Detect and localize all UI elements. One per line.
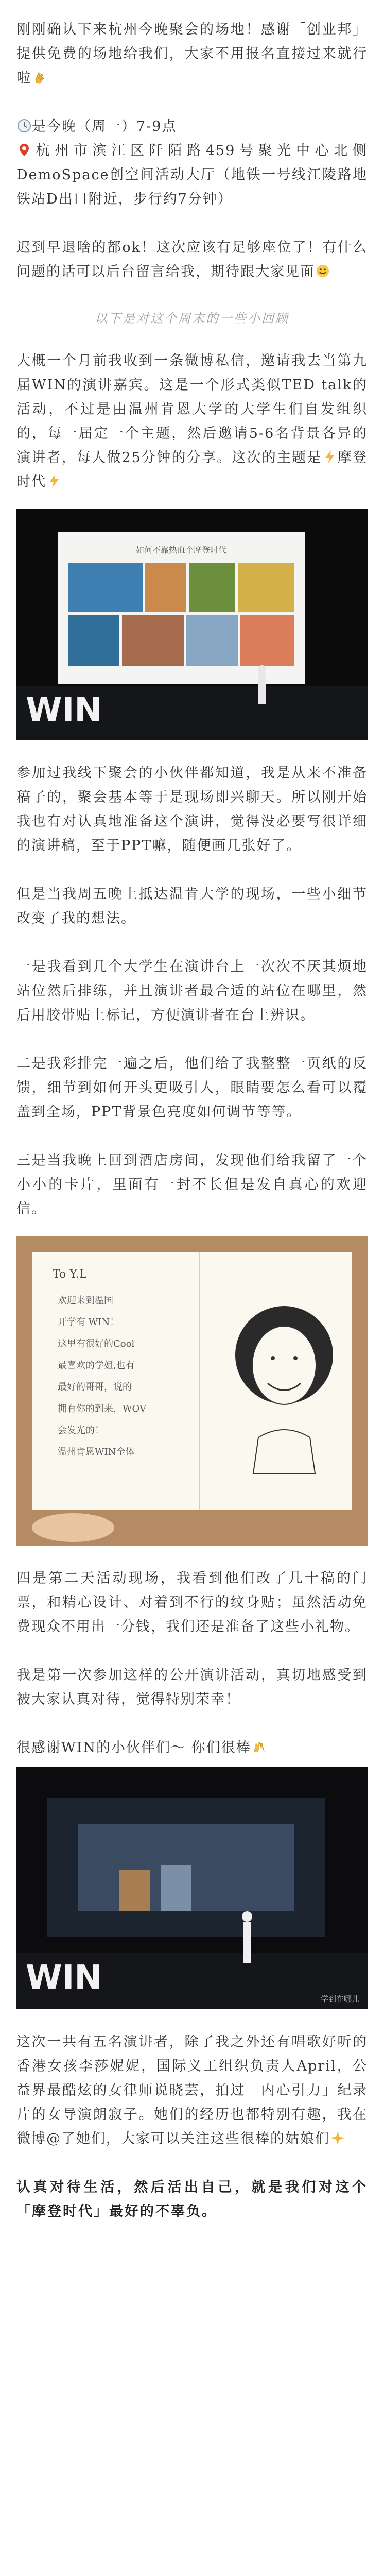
story-paragraph-1: [16, 349, 368, 494]
event-location: 杭州市滨江区阡陌路459号聚光中心北侧DemoSpace创空间活动大厅（地铁一号线江陵路地铁站D出口附近，步行约7分钟）: [16, 143, 368, 207]
sparkle-icon: [330, 2129, 345, 2145]
story-text-6: 三是当我晚上回到酒店房间，发现他们给我留了一个小小的卡片，里面有一封不长但是发自真心的欢迎信。: [16, 1153, 368, 1217]
stage-logo-2: WIN: [26, 1959, 102, 1997]
story-text-7: 四是第二天活动现场，我看到他们改了几十稿的门票，和精心设计、对着到不行的纹身贴；虽然活动免费现众不用出一分钱，我们还是准备了这些小礼物。: [16, 1570, 368, 1635]
story-text-5: 二是我彩排完一遍之后，他们给了我整整一页纸的反馈，细节到如何开头更吸引人，眼睛要怎么看可以覆盖到全场，PPT背景色亮度如何调节等等。: [16, 1056, 368, 1120]
invite-paragraph: [16, 235, 368, 284]
smile-icon: [315, 262, 330, 278]
closing-text: 认真对待生活，然后活出自己，就是我们对这个「摩登时代」最好的不辜负。: [16, 2179, 368, 2219]
story-paragraph-5: [16, 1052, 368, 1124]
card-line: 这里有很好的Cool: [58, 1338, 135, 1349]
raised-hands-icon: [251, 1738, 267, 1754]
lightning-icon: [322, 448, 338, 464]
slide-title: 如何不靠热血个摩登时代: [135, 545, 227, 555]
stage-photo: [16, 509, 368, 740]
clap-hands-icon: [31, 69, 47, 84]
story-text-4: 一是我看到几个大学生在演讲台上一次次不厌其烦地站位然后排练，并且演讲者最合适的站位在哪里，然后用胶带贴上标记，方便演讲者在台上辨识。: [16, 959, 368, 1023]
theme-name: 摩登时代: [16, 450, 368, 490]
story-text-10: 这次一共有五名演讲者，除了我之外还有唱歌好听的香港女孩李莎妮妮，国际义工组织负责人April，公益界最酷炫的女律师说晓芸，拍过「内心引力」纪录片的女导演朗寂子。她们的经历也都特别有趣，我在微博@了她们，大家可以关注这些很棒的姑娘们: [16, 2034, 368, 2147]
story-paragraph-7: [16, 1566, 368, 1639]
clock-icon: [16, 117, 32, 132]
stage-logo: WIN: [26, 691, 102, 729]
event-time: 是今晚（周一）7-9点: [32, 118, 177, 134]
welcome-card-photo: [16, 1236, 368, 1546]
card-line: 温州肯恩WIN全体: [58, 1447, 135, 1458]
stage-photo-2: [16, 1767, 368, 2009]
story-paragraph-8: [16, 1663, 368, 1711]
closing-paragraph: [16, 2175, 368, 2224]
story-text-9: 很感谢WIN的小伙伴们～ 你们很棒: [16, 1740, 251, 1756]
story-paragraph-9: [16, 1736, 368, 1760]
story-paragraph-6: [16, 1148, 368, 1221]
story-text-8: 我是第一次参加这样的公开演讲活动，真切地感受到被大家认真对待，觉得特别荣幸！: [16, 1667, 368, 1707]
card-to: To Y.L: [53, 1268, 87, 1281]
lightning-icon: [46, 472, 62, 488]
card-line: 欢迎来到温国: [58, 1295, 113, 1306]
story-text-3: 但是当我周五晚上抵达温肯大学的现场，一些小细节改变了我的想法。: [16, 886, 368, 926]
story-paragraph-3: [16, 882, 368, 930]
intro-text: 刚刚确认下来杭州今晚聚会的场地！感谢「创业邦」提供免费的场地给我们，大家不用报名直接过来就行啦: [16, 22, 368, 86]
event-info: [16, 114, 368, 211]
card-line: 开学有 WIN！: [58, 1317, 119, 1328]
card-line: 最喜欢的学姐,也有: [58, 1360, 135, 1371]
watermark: 学到在哪儿: [320, 1994, 359, 2004]
story-paragraph-10: [16, 2030, 368, 2151]
story-text-1: 大概一个月前我收到一条微博私信，邀请我去当第九届WIN的演讲嘉宾。这是一个形式类似TED talk的活动，不过是由温州肯恩大学的大学生们自发组织的，每一届定一个主题，然后邀请5-6名背景各异的演讲者，每人做25分钟的分享。这次的主题是: [16, 353, 368, 466]
location-pin-icon: [16, 141, 32, 157]
divider-text: 以下是对这个周末的一些小回顾: [95, 311, 289, 326]
intro-paragraph: [16, 18, 368, 90]
card-line: 拥有你的到来，WOV: [58, 1403, 146, 1414]
story-paragraph-4: [16, 955, 368, 1027]
card-line: 最好的哥哥，说的: [58, 1382, 132, 1393]
card-line: 会发光的！: [58, 1425, 104, 1436]
invite-text: 迟到早退啥的都ok！这次应该有足够座位了！有什么问题的话可以后台留言给我，期待跟大家见面: [16, 240, 368, 280]
story-paragraph-2: [16, 761, 368, 858]
section-divider: [16, 308, 368, 326]
story-text-2: 参加过我线下聚会的小伙伴都知道，我是从来不准备稿子的，聚会基本等于是现场即兴聊天。所以刚开始我也有对认真地准备这个演讲，觉得没必要写很详细的演讲稿，至于PPT嘛，随便画几张好了。: [16, 765, 368, 854]
